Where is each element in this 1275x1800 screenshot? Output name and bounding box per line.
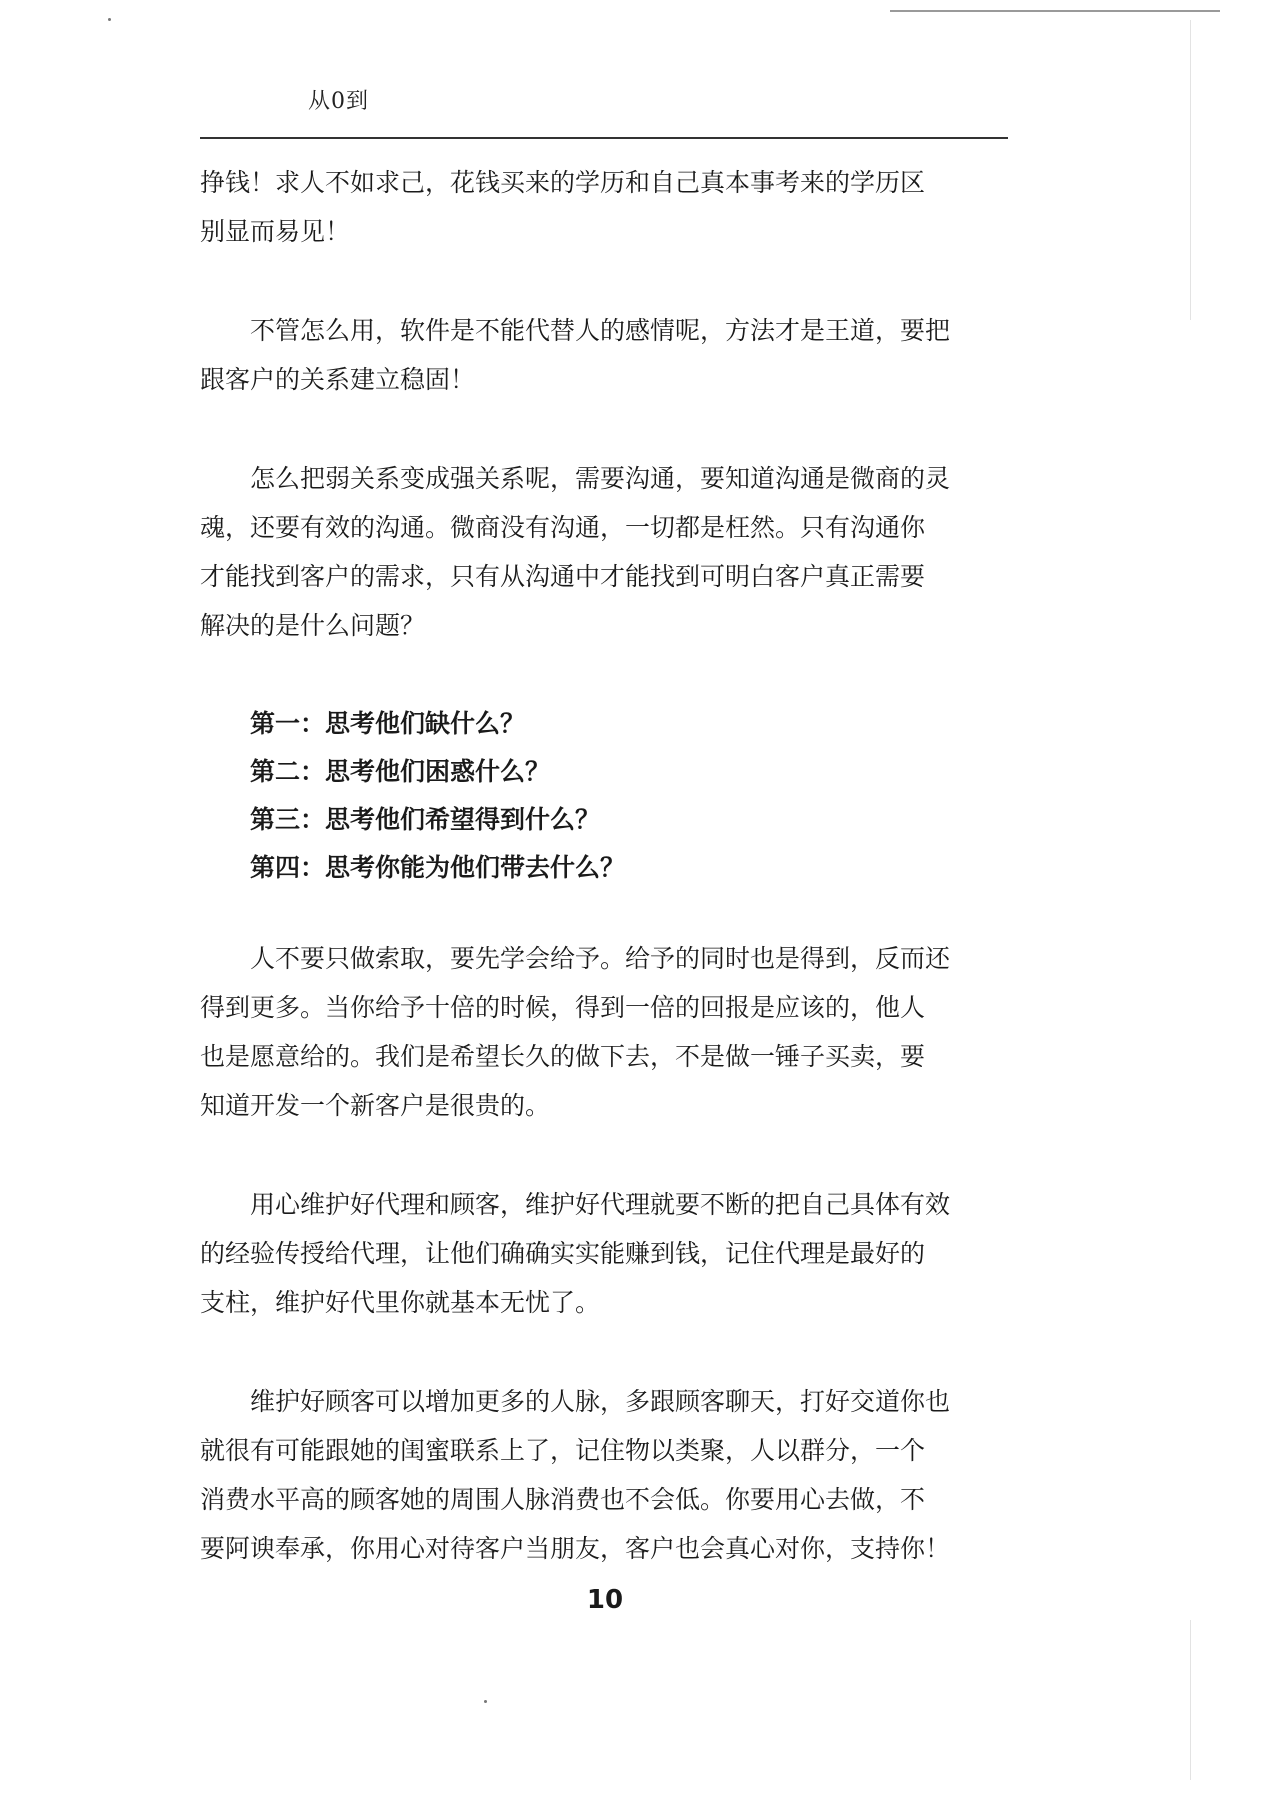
text-line: 人不要只做索取，要先学会给予。给予的同时也是得到，反而还 — [250, 944, 951, 973]
text-line: 知道开发一个新客户是很贵的。 — [200, 1091, 551, 1120]
text-line: 跟客户的关系建立稳固！ — [200, 365, 476, 394]
scan-speck — [484, 1700, 487, 1703]
text-line: 不管怎么用，软件是不能代替人的感情呢，方法才是王道，要把 — [250, 316, 951, 345]
text-line: 解决的是什么问题？ — [200, 611, 426, 640]
scan-edge-shadow-bottom — [1190, 1620, 1191, 1780]
scan-edge-line — [890, 10, 1220, 12]
question-list — [200, 700, 1020, 892]
text-line: 魂，还要有效的沟通。微商没有沟通，一切都是枉然。只有沟通你 — [200, 513, 926, 542]
paragraph-1 — [200, 158, 1020, 256]
page-body — [200, 158, 1020, 1623]
running-head: 从0到 — [308, 89, 369, 114]
scan-edge-shadow — [1190, 20, 1191, 320]
text-line: 要阿谀奉承，你用心对待客户当朋友，客户也会真心对你，支持你！ — [200, 1534, 951, 1563]
text-line: 得到更多。当你给予十倍的时候，得到一倍的回报是应该的，他人 — [200, 993, 926, 1022]
text-line: 消费水平高的顾客她的周围人脉消费也不会低。你要用心去做，不 — [200, 1485, 926, 1514]
text-line: 怎么把弱关系变成强关系呢，需要沟通，要知道沟通是微商的灵 — [250, 464, 951, 493]
text-line: 支柱，维护好代里你就基本无忧了。 — [200, 1288, 601, 1317]
list-item: 第四：思考你能为他们带去什么？ — [250, 853, 626, 882]
list-item: 第二：思考他们困惑什么？ — [250, 757, 551, 786]
text-line: 维护好顾客可以增加更多的人脉，多跟顾客聊天，打好交道你也 — [250, 1387, 951, 1416]
paragraph-2 — [200, 306, 1020, 404]
paragraph-4 — [200, 934, 1020, 1130]
paragraph-6 — [200, 1377, 1020, 1573]
text-line: 别显而易见！ — [200, 217, 351, 246]
scan-speck — [108, 18, 111, 21]
list-item: 第一：思考他们缺什么？ — [250, 709, 526, 738]
paragraph-3 — [200, 454, 1020, 650]
text-line: 就很有可能跟她的闺蜜联系上了，记住物以类聚，人以群分，一个 — [200, 1436, 926, 1465]
text-line: 才能找到客户的需求，只有从沟通中才能找到可明白客户真正需要 — [200, 562, 926, 591]
page-number: 10 — [586, 1585, 624, 1615]
paragraph-5 — [200, 1180, 1020, 1327]
text-line: 用心维护好代理和顾客，维护好代理就要不断的把自己具体有效 — [250, 1190, 951, 1219]
header-rule — [200, 137, 1008, 139]
text-line: 挣钱！求人不如求己，花钱买来的学历和自己真本事考来的学历区 — [200, 168, 926, 197]
text-line: 也是愿意给的。我们是希望长久的做下去，不是做一锤子买卖，要 — [200, 1042, 926, 1071]
list-item: 第三：思考他们希望得到什么？ — [250, 805, 601, 834]
text-line: 的经验传授给代理，让他们确确实实能赚到钱，记住代理是最好的 — [200, 1239, 926, 1268]
